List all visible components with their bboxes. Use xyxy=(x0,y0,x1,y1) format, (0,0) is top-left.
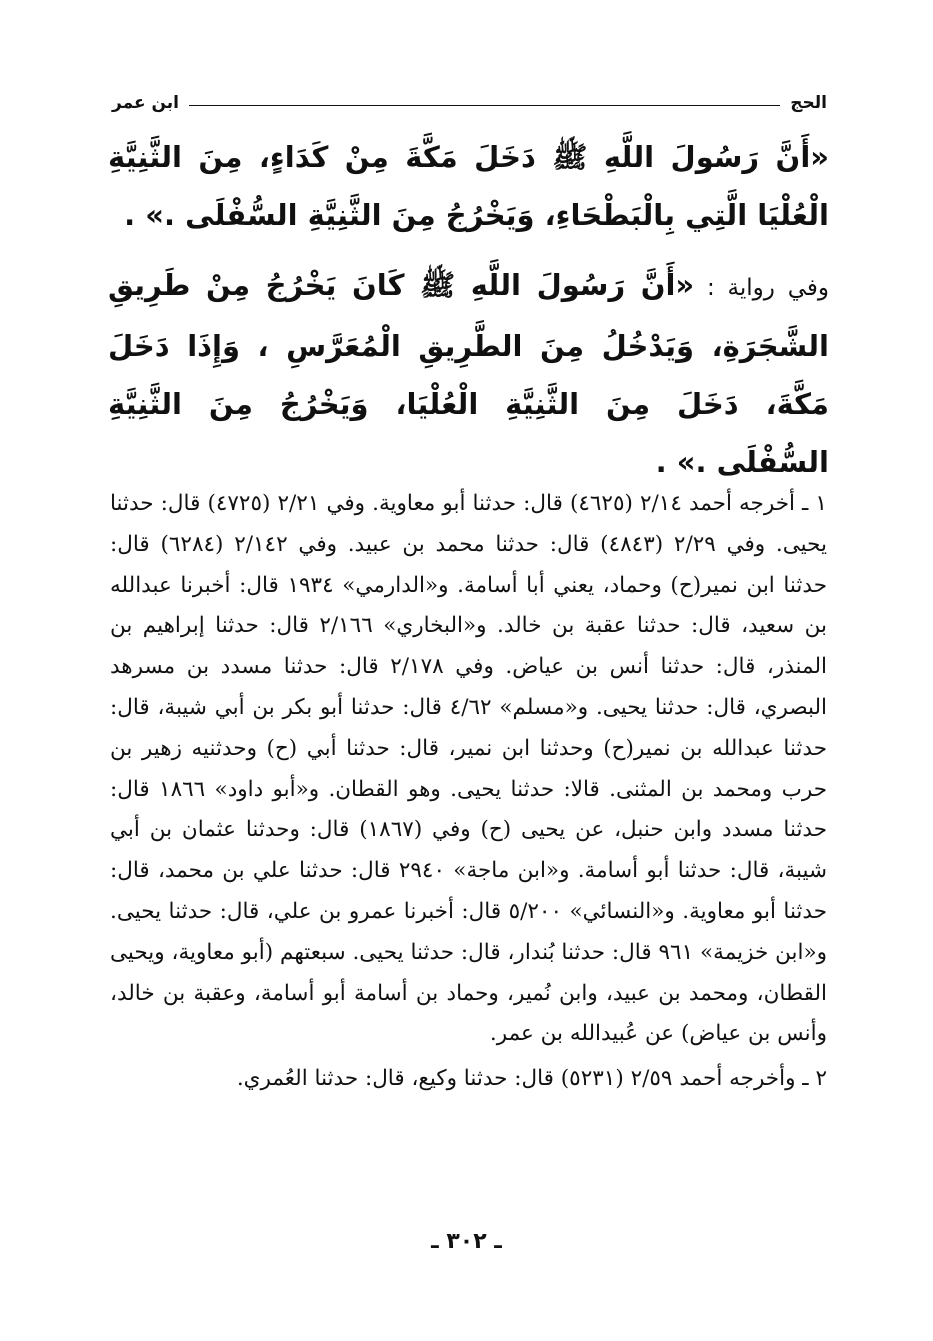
variant-text: «أَنَّ رَسُولَ اللَّهِ ﷺ كَانَ يَخْرُجُ مِنْ طَرِيقِ الشَّجَرَةِ، وَيَدْخُلُ مِنَ الطَّرِيقِ الْمُعَرَّسِ ، وَإِذَا دَخَلَ مَكَّةَ، دَخَلَ مِنَ الثَّنِيَّةِ الْعُلْيَا، وَيَخْرُجُ مِنَ الثَّنِيَّةِ السُّفْلَى .» . xyxy=(108,268,829,479)
narrator-title: ابن عمر xyxy=(112,93,180,113)
footnote-1: ١ ـ أخرجه أحمد ٢/١٤ (٤٦٢٥) قال: حدثنا أبو معاوية. وفي ٢/٢١ (٤٧٢٥) قال: حدثنا يحيى. وفي ٢/٢٩ (٤٨٤٣) قال: حدثنا محمد بن عبيد. وفي ٢/١٤٢ (٦٢٨٤) قال: حدثنا ابن نمير(ح) وحماد، يعني أبا أسامة. و«الدارمي» ١٩٣٤ قال: أخبرنا عبدالله بن سعيد، قال: حدثنا عقبة بن خالد. و«البخاري» ٢/١٦٦ قال: حدثنا إبراهيم بن المنذر، قال: حدثنا أنس بن عياض. وفي ٢/١٧٨ قال: حدثنا مسدد بن مسرهد البصري، قال: حدثنا يحيى. و«مسلم» ٤/٦٢ قال: حدثنا أبو بكر بن أبي شيبة، قال: حدثنا عبدالله بن نمير(ح) وحدثنا ابن نمير، قال: حدثنا أبي (ح) وحدثنيه زهير بن حرب ومحمد بن المثنى. قالا: حدثنا يحيى. وهو القطان. و«أبو داود» ١٨٦٦ قال: حدثنا مسدد وابن حنبل، عن يحيى (ح) وفي (١٨٦٧) قال: وحدثنا عثمان بن أبي شيبة، قال: حدثنا أبو أسامة. و«ابن ماجة» ٢٩٤٠ قال: حدثنا علي بن محمد، قال: حدثنا أبو معاوية. و«النسائي» ٥/٢٠٠ قال: أخبرنا عمرو بن علي، قال: حدثنا يحيى. و«ابن خزيمة» ٩٦١ قال: حدثنا بُندار، قال: حدثنا يحيى. سبعتهم (أبو معاوية، ويحيى القطان، ومحمد بن عبيد، وابن نُمير، وحماد بن أسامة أبو أسامة، وعقبة بن خالد، وأنس بن عياض) عن عُبيدالله بن عمر. xyxy=(110,491,828,1047)
footnote-2: ٢ ـ وأخرجه أحمد ٢/٥٩ (٥٢٣١) قال: حدثنا وكيع، قال: حدثنا العُمري. xyxy=(236,1066,827,1092)
hadith-paragraph-1: «أَنَّ رَسُولَ اللَّهِ ﷺ دَخَلَ مَكَّةَ مِنْ كَدَاءٍ، مِنَ الثَّنِيَّةِ الْعُلْيَا الَّتِي بِالْبَطْحَاءِ، وَيَخْرُجُ مِنَ الثَّنِيَّةِ السُّفْلَى .» . xyxy=(108,140,829,232)
chapter-title: الحج xyxy=(790,93,827,113)
header-rule xyxy=(189,105,780,106)
footnotes xyxy=(110,484,827,1100)
hadith-text xyxy=(108,128,829,491)
page-number: ـ ٣٠٢ ـ xyxy=(431,1229,502,1254)
variant-intro: وفي رواية : xyxy=(694,275,829,301)
hadith-paragraph-2 xyxy=(108,256,829,491)
running-header xyxy=(112,88,827,118)
